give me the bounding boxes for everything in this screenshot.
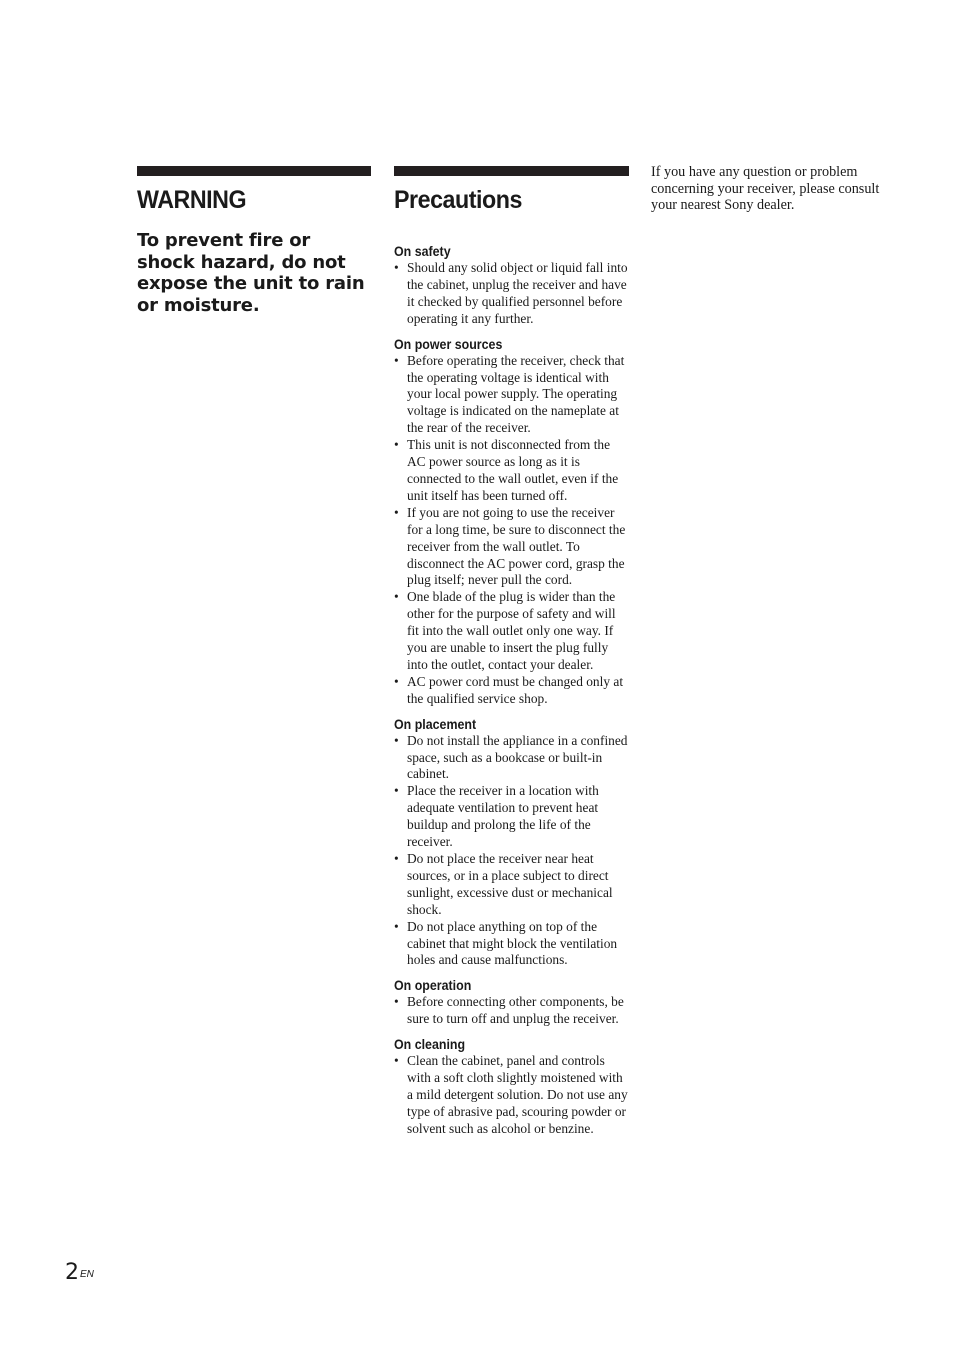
- section-title: On power sources: [394, 336, 503, 352]
- section-title: On operation: [394, 978, 472, 994]
- precaution-section: [394, 243, 629, 328]
- list-item-text: One blade of the plug is wider than the other for the purpose of safety and will fit into the wall outlet only one way. If you are unable to insert the plug fully into the outlet, contact your dealer.: [407, 589, 616, 672]
- list-item-text: Before connecting other components, be sure to turn off and unplug the receiver.: [407, 994, 624, 1027]
- list-item: [394, 1053, 629, 1138]
- list-item-text: Before operating the receiver, check that the operating voltage is identical with your local power supply. The operating voltage is indicated on the nameplate at the rear of the receiver.: [407, 352, 625, 436]
- list-item-text: Place the receiver in a location with adequate ventilation to prevent heat buildup and prolong the life of the receiver.: [407, 783, 599, 850]
- list-item: [394, 505, 629, 590]
- bullet-icon: •: [394, 437, 399, 453]
- list-item: [394, 674, 629, 708]
- section-title: On placement: [394, 716, 477, 732]
- warning-text: To prevent fire or shock hazard, do not expose the unit to rain or moisture.: [137, 230, 365, 317]
- bullet-list: [394, 260, 629, 328]
- precautions-rule: [394, 166, 629, 176]
- list-item: [394, 919, 629, 970]
- precaution-section: [394, 1036, 629, 1138]
- bullet-list: [394, 994, 629, 1028]
- bullet-icon: •: [394, 1053, 399, 1069]
- list-item: [394, 733, 629, 784]
- bullet-icon: •: [394, 851, 399, 866]
- list-item: [394, 353, 629, 438]
- list-item-text: If you are not going to use the receiver for a long time, be sure to disconnect the receiver from the wall outlet. To disconnect the AC power cord, grasp the plug itself; never pull the cord.: [407, 504, 626, 588]
- page-number-suffix: EN: [80, 1269, 94, 1280]
- precautions-column: [394, 166, 629, 1138]
- list-item: [394, 589, 629, 674]
- precautions-sections: [394, 243, 629, 1138]
- list-item-text: This unit is not disconnected from the AC power source as long as it is connected to the wall outlet, even if the unit itself has been turned off.: [407, 437, 619, 503]
- page-number-value: 2: [65, 1260, 79, 1285]
- warning-rule: [137, 166, 371, 176]
- list-item: [394, 437, 629, 505]
- warning-title: WARNING: [137, 186, 247, 214]
- bullet-icon: •: [394, 504, 399, 520]
- bullet-list: [394, 1053, 629, 1138]
- section-title: On cleaning: [394, 1037, 466, 1053]
- bullet-icon: •: [394, 352, 399, 368]
- bullet-list: [394, 353, 629, 708]
- precaution-section: [394, 336, 629, 708]
- list-item-text: Clean the cabinet, panel and controls with a soft cloth slightly moistened with a mild detergent solution. Do not use any type of abrasive pad, scouring powder or solvent such as alcohol or benzine.: [407, 1053, 628, 1136]
- section-title: On safety: [394, 244, 451, 259]
- list-item-text: Should any solid object or liquid fall into the cabinet, unplug the receiver and have it checked by qualified personnel before operating it any further.: [407, 260, 628, 326]
- list-item-text: Do not place anything on top of the cabinet that might block the ventilation holes and cause malfunctions.: [407, 918, 618, 968]
- precautions-title: Precautions: [394, 186, 522, 214]
- side-note-column: [651, 164, 891, 214]
- list-item-text: Do not place the receiver near heat sources, or in a place subject to direct sunlight, excessive dust or mechanical shock.: [407, 851, 613, 917]
- bullet-list: [394, 733, 629, 970]
- list-item: [394, 851, 629, 919]
- bullet-icon: •: [394, 260, 399, 275]
- side-note: If you have any question or problem concerning your receiver, please consult your nearest Sony dealer.: [651, 164, 880, 214]
- bullet-icon: •: [394, 783, 399, 799]
- bullet-icon: •: [394, 589, 399, 605]
- bullet-icon: •: [394, 732, 399, 748]
- precaution-section: [394, 716, 629, 970]
- bullet-icon: •: [394, 994, 399, 1010]
- list-item: [394, 994, 629, 1028]
- precaution-section: [394, 977, 629, 1028]
- list-item-text: Do not install the appliance in a confined space, such as a bookcase or built-in cabinet.: [407, 732, 628, 782]
- bullet-icon: •: [394, 673, 399, 689]
- list-item-text: AC power cord must be changed only at the qualified service shop.: [407, 673, 624, 706]
- page-number: [65, 1259, 94, 1287]
- bullet-icon: •: [394, 918, 399, 934]
- warning-column: [137, 166, 371, 317]
- list-item: [394, 783, 629, 851]
- list-item: [394, 260, 629, 328]
